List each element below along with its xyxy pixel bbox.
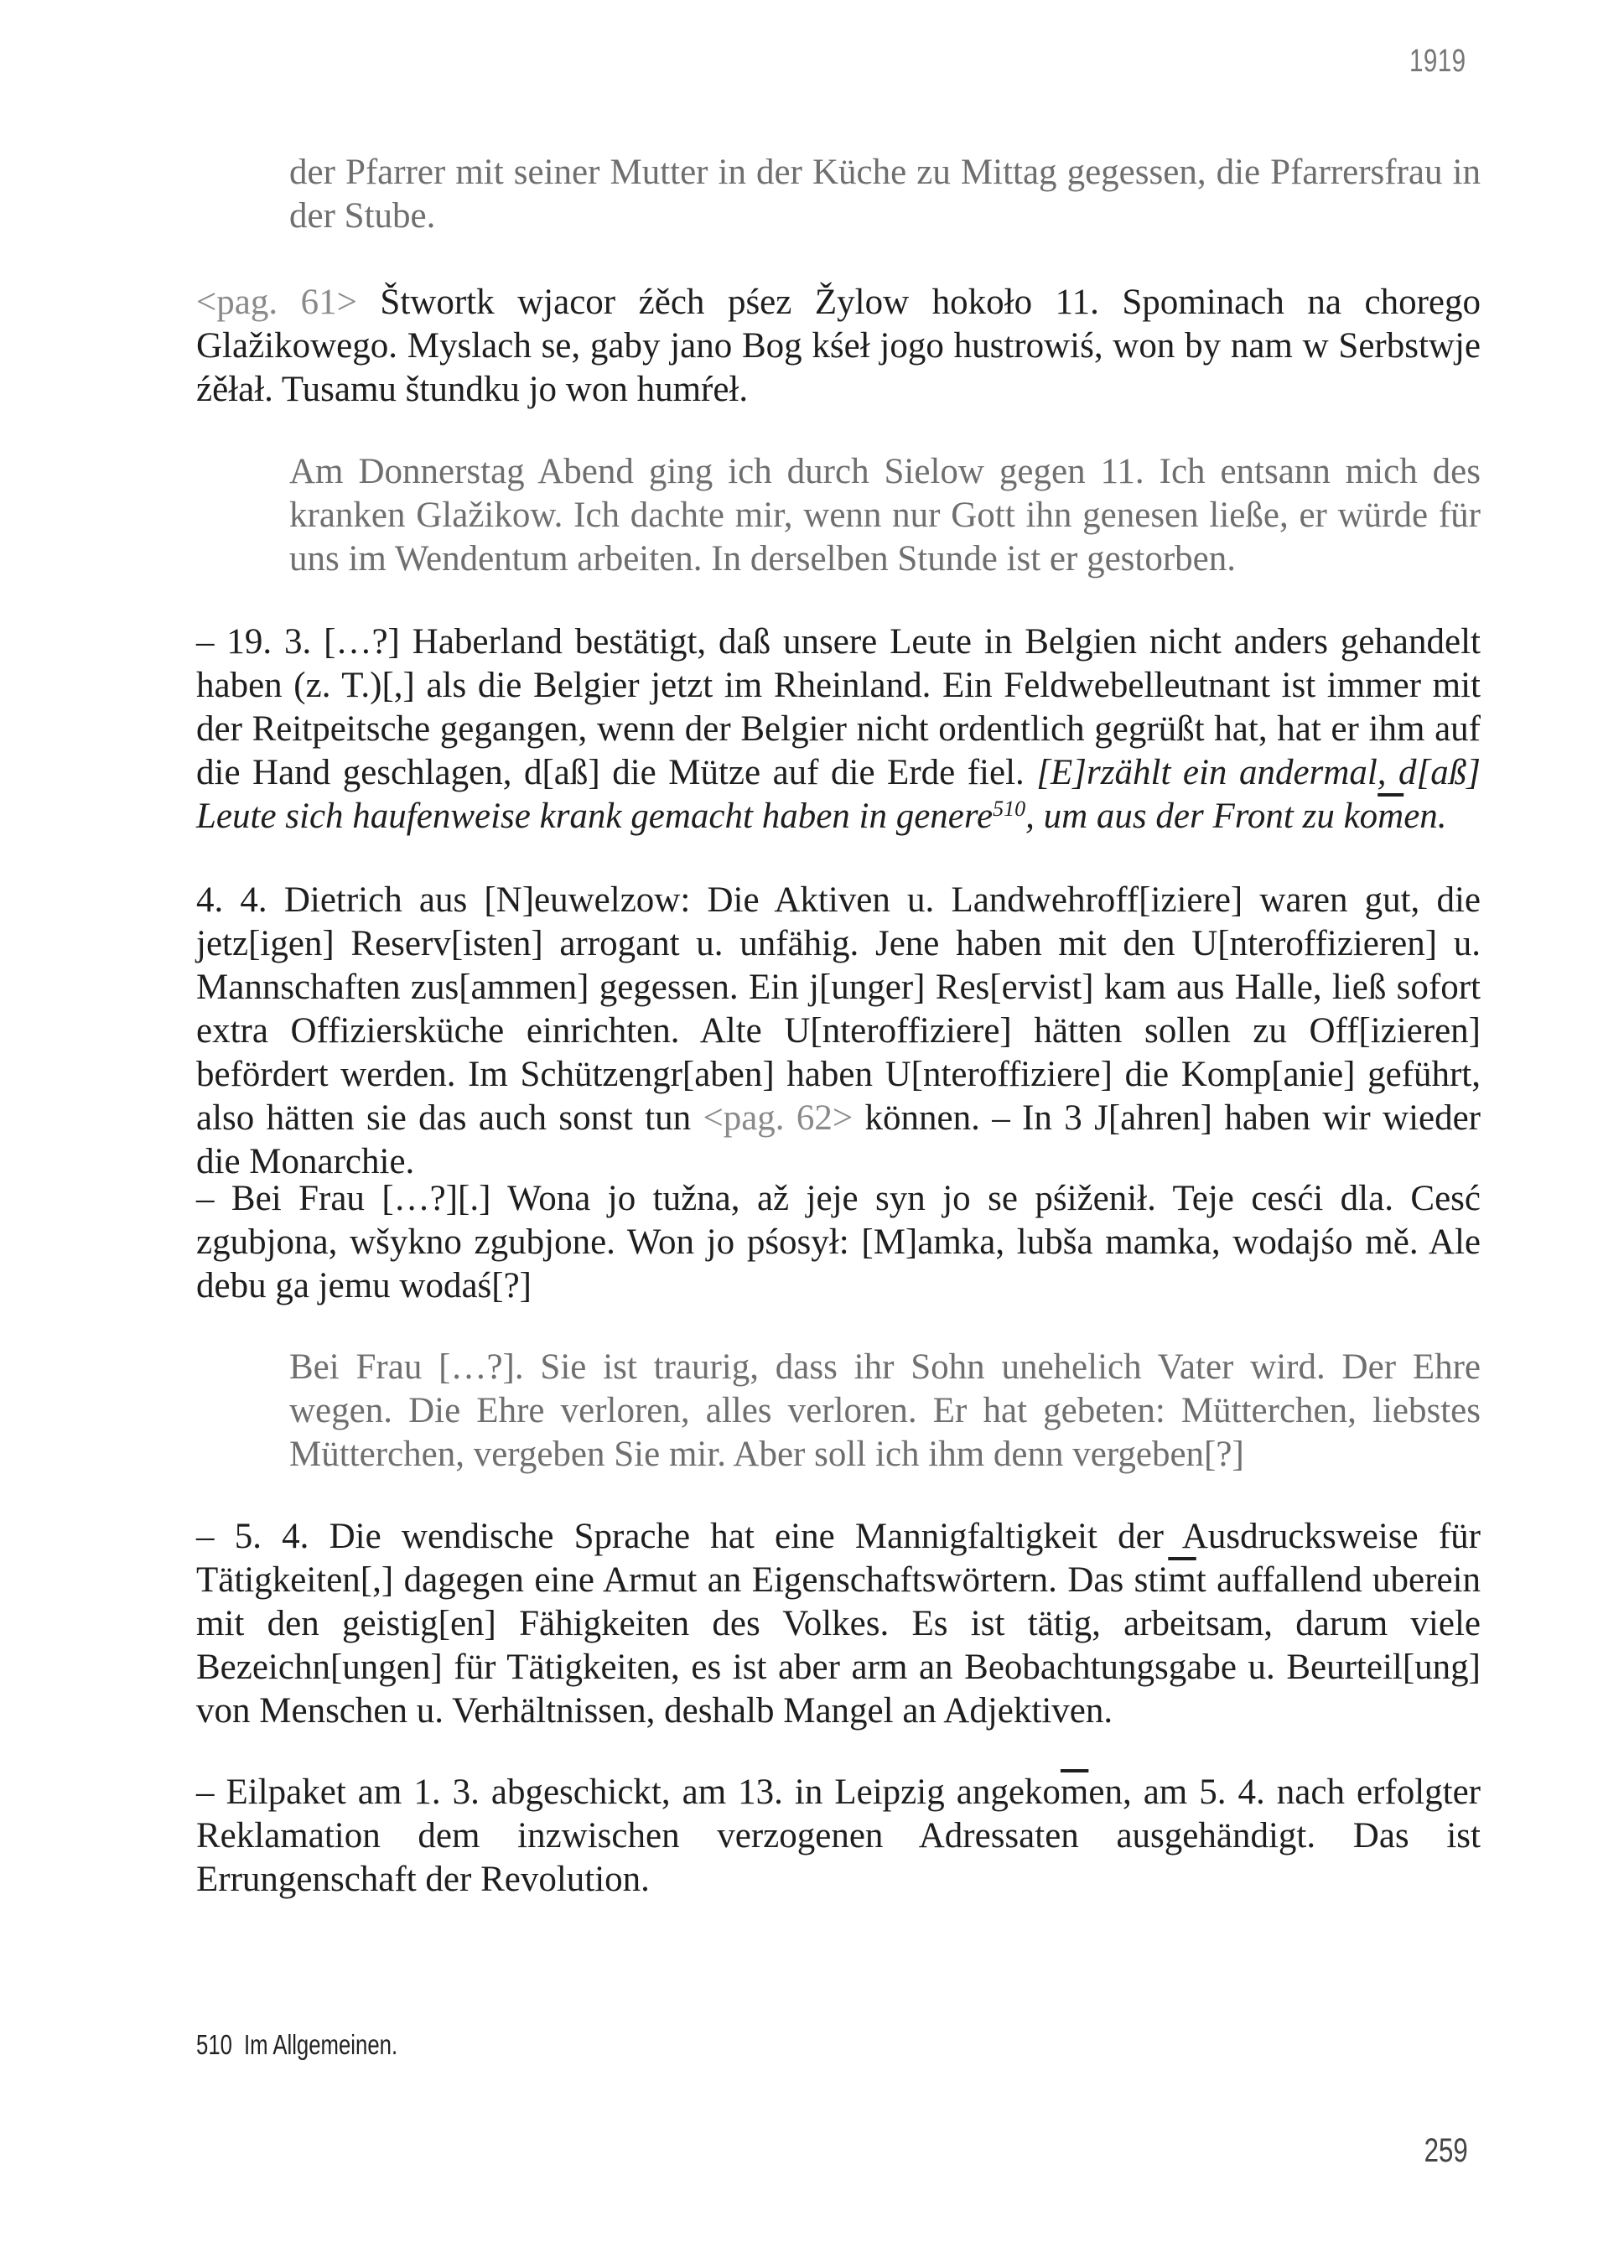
footnote-number: 510 (196, 2029, 232, 2060)
page-marker: <pag. 62> (703, 1098, 854, 1138)
diary-entry-paragraph (196, 879, 1481, 1184)
paragraph-text: – 19. 3. […?] Haberland bestätigt, daß unsere Leute in Belgien nicht anders gehandelt haben (z. T.)[,] als die Belgier jetzt im Rheinland. Ein Feldwebelleutnant ist immer mit der Reitpeitsche gegangen, wenn der Belgier nicht ordentlich gegrüßt hat, hat er ihm auf die Hand geschlagen, d[aß] die Mütze auf die Erde fiel. (196, 622, 1481, 792)
paragraph-text: – 5. 4. Die wendische Sprache hat eine Mannigfaltigkeit der Ausdrucksweise für Tätigkeiten[,] dagegen eine Armut an Eigenschaftswörtern. Das sti (196, 1517, 1481, 1600)
translation-paragraph (289, 151, 1481, 238)
italic-span: en. (1403, 797, 1447, 836)
italic-span: , um aus der Front zu ko (1025, 797, 1378, 836)
translation-paragraph (289, 1346, 1481, 1477)
diary-entry-paragraph (196, 1515, 1481, 1733)
diary-entry-paragraph (196, 620, 1481, 838)
paragraph-text: können. – In 3 J[ahren] haben wir wieder die Monarchie. (196, 1098, 1481, 1181)
double-m-abbreviation: $\overline{m}$ (1378, 797, 1404, 836)
italic-span: [E]rzählt ein andermal, d[aß] Leute sich haufenweise krank gemacht haben in genere (196, 753, 1481, 836)
page-number: 259 (1424, 2132, 1468, 2169)
paragraph-text: 4. 4. Dietrich aus [N]euwelzow: Die Aktiven u. Landwehroff[iziere] waren gut, die jetz[igen] Reserv[isten] arrogant u. unfähig. Jene haben mit den U[nteroffizieren] u. Mannschaften zus[ammen] gegessen. Ein j[unger] Res[ervist] kam aus Halle, ließ sofort extra Offiziersküche einrichten. Alte U[nteroffiziere] hätten sollen zu Off[izieren] befördert werden. Im Schützengr[aben] haben U[nteroffiziere] die Komp[anie] geführt, also hätten sie das auch sonst tun (196, 880, 1481, 1138)
footnote-reference[interactable]: 510 (993, 797, 1026, 821)
diary-entry-paragraph (196, 281, 1481, 412)
footnote (196, 2029, 397, 2061)
translation-paragraph (289, 450, 1481, 581)
page-marker: <pag. 61> (196, 283, 357, 322)
diary-entry-paragraph (196, 1771, 1481, 1902)
double-m-abbreviation: $\overline{m}$ (1060, 1772, 1089, 1812)
paragraph-text: Am Donnerstag Abend ging ich durch Sielow gegen 11. Ich entsann mich des kranken Glažikow. Ich dachte mir, wenn nur Gott ihn genesen ließe, er würde für uns im Wendentum arbeiten. In derselben Stunde ist er gestorben. (289, 452, 1481, 579)
paragraph-text: Štwortk wjacor źěch pśez Žylow hokoło 11. Spominach na chorego Glažikowego. Myslach se, gaby jano Bog kśeł jogo hustrowiś, won by nam w Serbstwje źěłał. Tusamu štundku jo won humŕeł. (196, 283, 1481, 409)
paragraph-text: der Pfarrer mit seiner Mutter in der Küche zu Mittag gegessen, die Pfarrersfrau in der Stube. (289, 153, 1481, 236)
paragraph-text: – Bei Frau […?][.] Wona jo tužna, až jeje syn jo se pśiženił. Teje cesći dla. Cesć zgubjona, wšykno zgubjone. Won jo pśosył: [M]amka, lubša mamka, wodajśo mě. Ale debu ga jemu wodaś[?] (196, 1179, 1481, 1305)
paragraph-text: – Eilpaket am 1. 3. abgeschickt, am 13. in Leipzig angeko (196, 1772, 1061, 1812)
paragraph-text: en, am 5. 4. nach erfolgter Reklamation dem inzwischen verzogenen Adressaten ausgehändigt. Das ist Errungenschaft der Revolution. (196, 1772, 1481, 1899)
double-m-abbreviation: $\overline{m}$ (1168, 1560, 1196, 1600)
paragraph-text: Bei Frau […?]. Sie ist traurig, dass ihr Sohn unehelich Vater wird. Der Ehre wegen. Die Ehre verloren, alles verloren. Er hat gebeten: Mütterchen, liebstes Mütterchen, vergeben Sie mir. Aber soll ich ihm denn vergeben[?] (289, 1347, 1481, 1474)
footnote-text: Im Allgemeinen. (243, 2029, 398, 2060)
running-header-year: 1919 (1409, 44, 1466, 79)
paragraph-text: t auffallend uberein mit den geistig[en] Fähigkeiten des Volkes. Es ist tätig, arbeitsam, darum viele Bezeichn[ungen] für Tätigkeiten, es ist aber arm an Beobachtungsgabe u. Beurteil[ung] von Menschen u. Verhältnissen, deshalb Mangel an Adjektiven. (196, 1560, 1481, 1731)
diary-entry-paragraph (196, 1177, 1481, 1308)
